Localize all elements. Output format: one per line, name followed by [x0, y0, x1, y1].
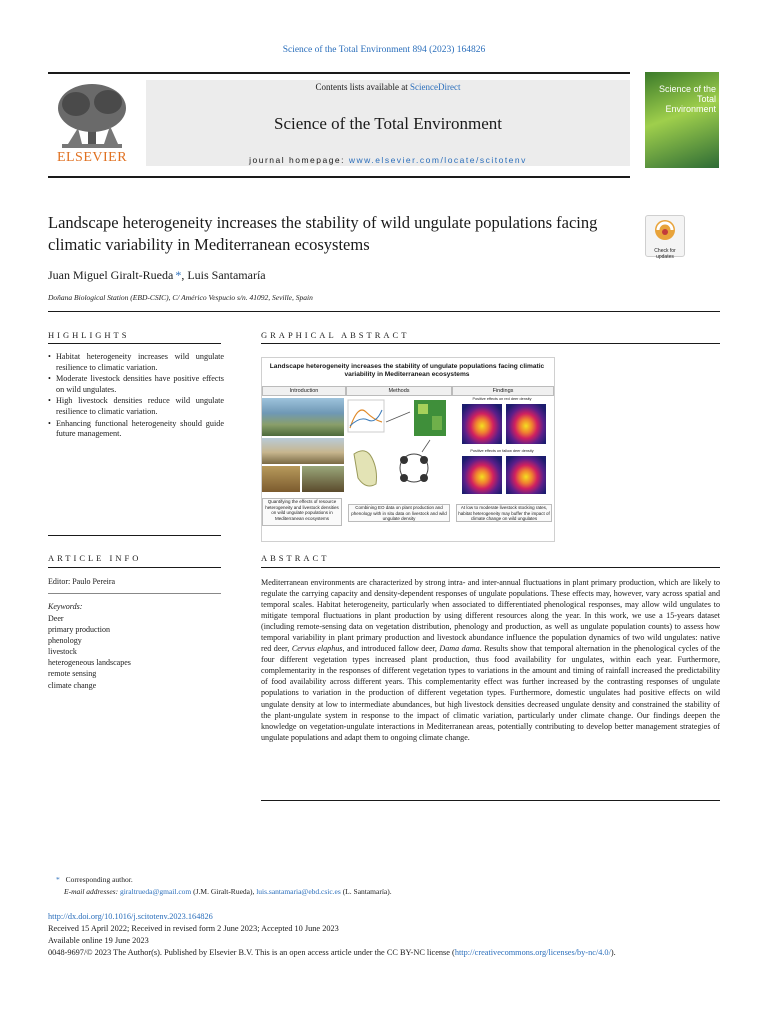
- check-updates-icon: [646, 216, 684, 244]
- ga-column-findings: Findings: [452, 386, 554, 396]
- received-dates: Received 15 April 2022; Received in revised form 2 June 2023; Accepted 10 June 2023: [48, 924, 339, 933]
- author-separator: ,: [181, 268, 188, 282]
- journal-citation[interactable]: Science of the Total Environment 894 (2023) 164826: [282, 45, 486, 55]
- email-label: E-mail addresses:: [64, 887, 119, 896]
- ga-heatmap: [462, 456, 502, 494]
- ga-column-introduction: Introduction: [262, 386, 346, 396]
- graphical-abstract-rule: [261, 343, 720, 344]
- journal-title[interactable]: Science of the Total Environment: [274, 114, 502, 133]
- keywords-label: Keywords:: [48, 602, 83, 611]
- keyword: remote sensing: [48, 669, 97, 679]
- journal-cover-title: Science of the Total Environment: [658, 84, 716, 114]
- affiliation: Doñana Biological Station (EBD-CSIC), C/ Américo Vespucio s/n. 41092, Seville, Spain: [48, 293, 313, 302]
- highlight-item: • Habitat heterogeneity increases wild ungulate resilience to climatic variation.: [48, 352, 224, 373]
- email-link-1[interactable]: giraltrueda@gmail.com: [119, 887, 192, 896]
- available-online: Available online 19 June 2023: [48, 936, 149, 945]
- highlight-item: • Moderate livestock densities have positive effects on wild ungulates.: [48, 374, 224, 395]
- highlights-list: [48, 352, 224, 441]
- check-for-updates-button[interactable]: [645, 215, 685, 260]
- article-title: Landscape heterogeneity increases the stability of wild ungulate populations facing climatic variability in Mediterranean ecosystems: [48, 213, 598, 254]
- corresponding-text: Corresponding author.: [65, 875, 133, 884]
- ga-heatmap: [462, 404, 502, 444]
- keyword: livestock: [48, 647, 77, 657]
- ga-caption-findings: At low to moderate livestock stocking rates, habitat heterogeneity may buffer the impact of climate change on wild ungulates: [456, 504, 552, 522]
- keyword: heterogeneous landscapes: [48, 658, 131, 668]
- species-dama-dama: Dama dama: [439, 644, 480, 654]
- ga-findings-panel-2-label: Positive effects on fallow deer density: [470, 449, 534, 453]
- keyword: primary production: [48, 625, 110, 635]
- editor-line: Editor: Paulo Pereira: [48, 577, 116, 586]
- fallow-deer-photo: [302, 466, 344, 492]
- abstract-heading: ABSTRACT: [261, 553, 330, 563]
- elsevier-wordmark: ELSEVIER: [56, 150, 128, 165]
- contents-line: [146, 82, 630, 92]
- journal-homepage: [146, 155, 630, 165]
- license-line: [48, 947, 728, 959]
- keyword: Deer: [48, 614, 64, 623]
- article-info-heading: ARTICLE INFO: [48, 553, 142, 563]
- highlights-rule: [48, 343, 221, 344]
- article-info-rule: [48, 567, 221, 568]
- corresponding-author-note: [56, 875, 133, 884]
- authors: [48, 268, 648, 283]
- corresponding-mark: *: [56, 875, 60, 884]
- ga-caption-introduction: Quantifying the effects of resource heterogeneity and livestock densities on wild ungulate populations in Mediterranean ecosystems: [262, 498, 342, 526]
- contents-prefix: Contents lists available at: [315, 82, 410, 92]
- keyword: climate change: [48, 680, 97, 690]
- homepage-link[interactable]: www.elsevier.com/locate/scitotenv: [348, 155, 527, 165]
- graphical-abstract-title: Landscape heterogeneity increases the stability of ungulate populations facing climatic variability in Mediterranean ecosystems: [269, 363, 545, 378]
- article-footer: [48, 911, 728, 959]
- license-link[interactable]: http://creativecommons.org/licenses/by-nc/4.0/: [454, 948, 611, 957]
- ga-findings-panel-1-label: Positive effects on red deer density: [472, 397, 532, 401]
- abstract-text: [261, 577, 720, 743]
- sciencedirect-link[interactable]: ScienceDirect: [410, 82, 461, 92]
- species-cervus-elaphus: Cervus elaphus: [291, 644, 343, 654]
- abstract-part-3: . Results show that temporal alternation in the phenological cycles of the four different vegetation types increased plant production, thus food availability for ungulates, within each year. Furthermore, complementarity in the responses of different vegetation types to variations in the amount and timing of rainfall increased the predictability of food availability across different years. This complementarity effect was further increased by the contrasting responses of ungulate populations to variation in the production of different vegetation types. Furthermore, domestic ungulates had positive effects on wild ungulate density at low to intermediate abundances, but high livestock densities decreased ungulate density and constrained the stability of the plant-ungulate system in response to the impact of climatic variation, particularly under climate change. Our findings deepen the knowledge on vegetation-ungulate interactions in Mediterranean areas, potentially contributing to develop better management strategies of ungulate populations and adapt them to ongoing climate change.: [261, 644, 721, 742]
- abstract-part-1: Mediterranean environments are characterized by strong intra- and inter-annual fluctuations in plant primary production, which are likely to regulate the carrying capacity and density-dependent responses of ungulate populations. These effects may, however, vary across spatial and temporal scales. Habitat heterogeneity, particularly when associated to differentiated phenological responses, may allow wild ungulates to mitigate temporal fluctuations in plant production by using different resources along the year. In this work, we use a 15-years dataset (including remote-sensing data on vegetation distribution, phenology and production, as well as ungulate population counts) to assess how temporal variability in plant primary production and livestock abundance influence the population dynamics of two wild ungulates: native red deer,: [261, 578, 720, 654]
- highlight-item: • Enhancing functional heterogeneity should guide future management.: [48, 419, 224, 440]
- homepage-prefix: journal homepage:: [249, 155, 349, 165]
- editor-rule: [48, 593, 221, 594]
- license-prefix: 0048-9697/© 2023 The Author(s). Published by Elsevier B.V. This is an open access article under the CC BY-NC license (: [48, 948, 455, 957]
- ga-heatmap: [506, 404, 546, 444]
- license-suffix: ).: [610, 948, 616, 957]
- affiliation-rule: [48, 311, 720, 312]
- highlights-bottom-rule: [48, 535, 221, 536]
- email-name-1: (J.M. Giralt-Rueda),: [191, 887, 257, 896]
- email-addresses-note: [64, 887, 392, 896]
- abstract-rule: [261, 567, 720, 568]
- email-link-2[interactable]: luis.santamaria@ebd.csic.es: [256, 887, 341, 896]
- email-name-2: (L. Santamaría).: [340, 887, 392, 896]
- corresponding-author-mark[interactable]: *: [175, 268, 182, 282]
- author-1[interactable]: Juan Miguel Giralt-Rueda: [48, 268, 174, 282]
- doi-link[interactable]: http://dx.doi.org/10.1016/j.scitotenv.2023.164826: [48, 912, 213, 921]
- wetland-photo: [262, 398, 344, 436]
- keywords-list: [48, 613, 221, 691]
- header-top-rule: [48, 72, 630, 74]
- keyword: phenology: [48, 636, 82, 646]
- ga-caption-methods: Combining EO data on plant production and phenology with in situ data on livestock and wild ungulate density: [348, 504, 450, 522]
- ga-heatmap: [506, 456, 546, 494]
- red-deer-photo: [262, 466, 300, 492]
- ga-column-methods: Methods: [346, 386, 452, 396]
- abstract-bottom-rule: [261, 800, 720, 801]
- check-updates-label: Check for updates: [654, 248, 676, 260]
- methods-diagram: [346, 398, 450, 492]
- abstract-part-2: , and introduced fallow deer,: [342, 644, 440, 654]
- highlight-item: • High livestock densities reduce wild ungulate resilience to climatic variation.: [48, 396, 224, 417]
- header-bottom-rule: [48, 176, 630, 178]
- graphical-abstract-heading: GRAPHICAL ABSTRACT: [261, 330, 410, 340]
- livestock-photo: [262, 438, 344, 464]
- author-2[interactable]: Luis Santamaría: [187, 268, 266, 282]
- highlights-heading: HIGHLIGHTS: [48, 330, 130, 340]
